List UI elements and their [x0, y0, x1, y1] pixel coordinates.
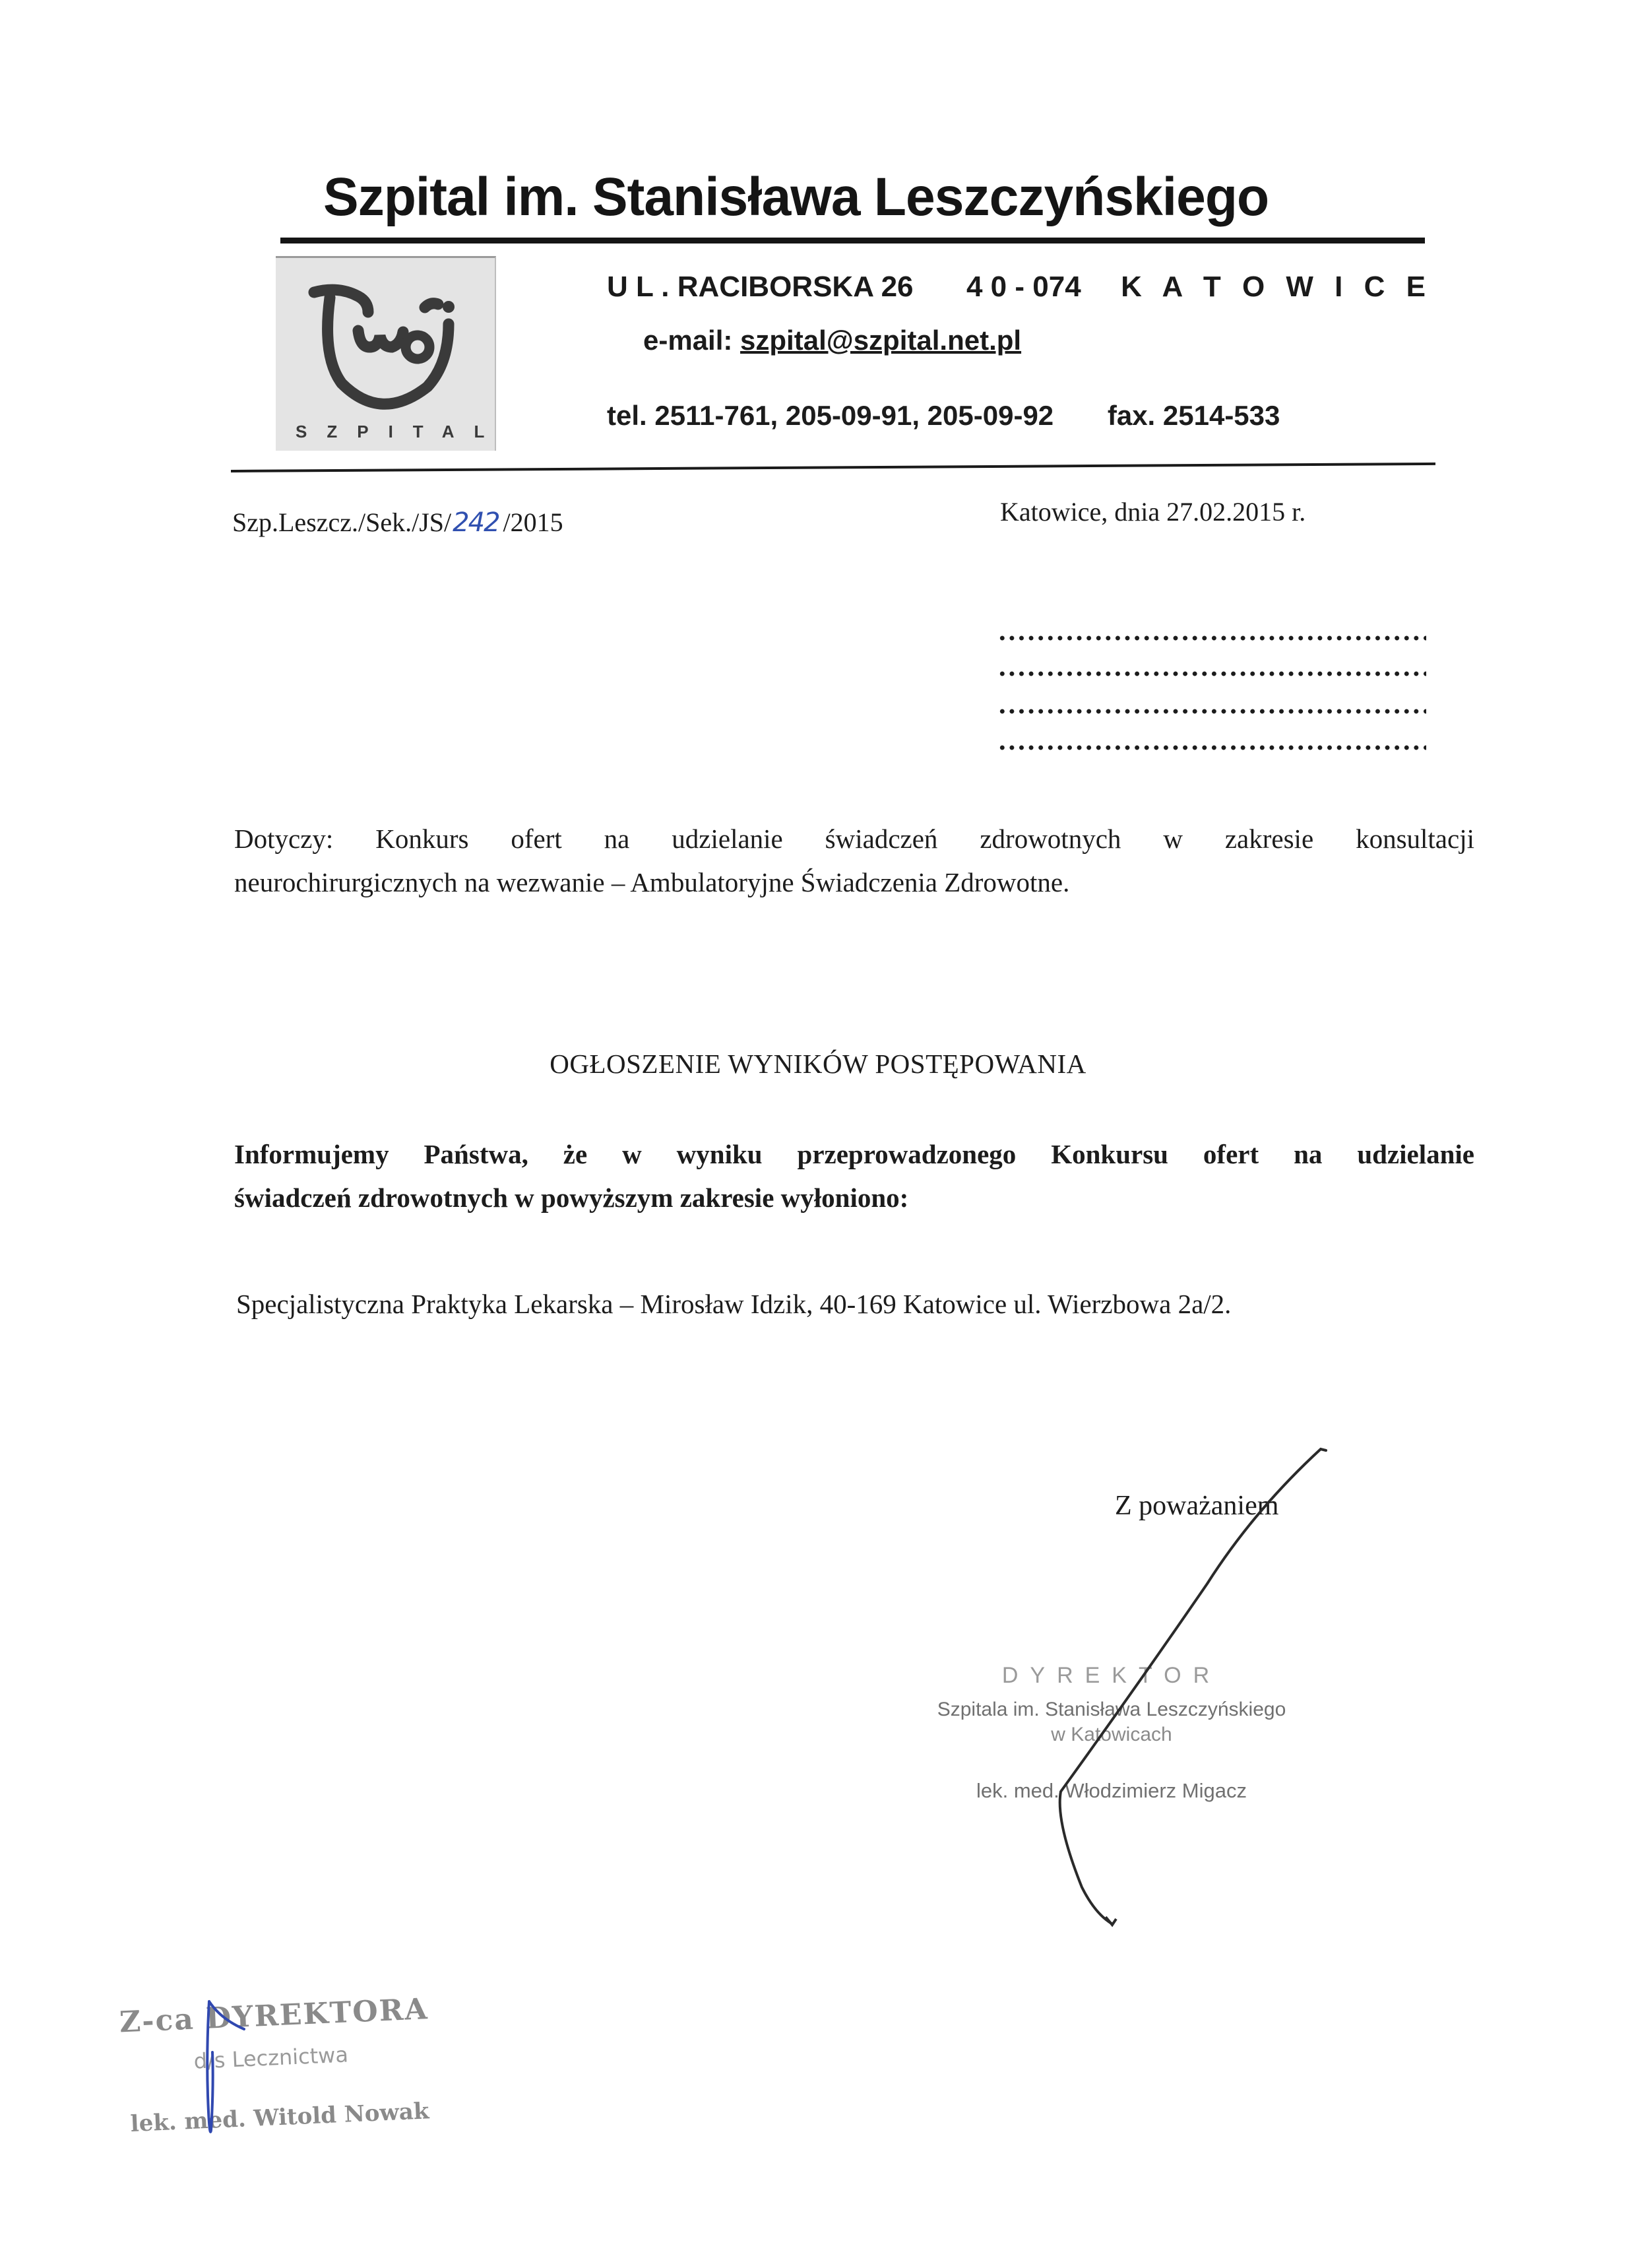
hospital-name-title: Szpital im. Stanisława Leszczyńskiego	[323, 167, 1269, 227]
recipient-line-2	[997, 670, 1426, 677]
reference-prefix: Szp.Leszcz./Sek./JS/	[232, 507, 452, 537]
email-line	[643, 325, 1021, 356]
dotted-line	[997, 670, 1426, 677]
hospital-logo	[276, 256, 505, 451]
deputy-director-stamp	[112, 1990, 487, 2138]
dotted-line	[997, 744, 1426, 751]
contact-line	[607, 400, 1280, 432]
deputy-stamp-dept: d/s Lecznictwa	[193, 2042, 349, 2074]
director-stamp-name: lek. med. Włodzimierz Migacz	[976, 1779, 1247, 1802]
deputy-stamp-name: lek. med. Witold Nowak	[129, 2098, 430, 2137]
email-label: e-mail:	[643, 325, 733, 356]
reference-suffix: /2015	[503, 507, 563, 537]
subject-line-2: neurochirurgicznych na wezwanie – Ambulatoryjne Świadczenia Zdrowotne.	[234, 867, 1070, 897]
address-city: K A T O W I C E	[1121, 271, 1432, 303]
address-postal: 4 0 - 074	[966, 271, 1081, 303]
info-line-1: Informujemy Państwa, że w wyniku przeprowadzonego Konkursu ofert na udzielanie	[234, 1139, 1474, 1169]
address-street: U L . RACIBORSKA 26	[607, 271, 914, 303]
deputy-stamp-title: Z-ca DYREKTORA	[118, 1992, 429, 2040]
email-link[interactable]: szpital@szpital.net.pl	[740, 325, 1022, 356]
title-underline	[280, 238, 1425, 243]
info-paragraph	[234, 1132, 1474, 1219]
logo-caption: SZPITAL	[296, 422, 505, 441]
recipient-line-4	[997, 744, 1426, 751]
subject-paragraph	[234, 817, 1474, 904]
director-stamp-city: w Katowicach	[1051, 1724, 1172, 1745]
closing-salutation: Z poważaniem	[1115, 1491, 1279, 1521]
subject-line-1: Dotyczy: Konkurs ofert na udzielanie świadczeń zdrowotnych w zakresie konsultacji	[234, 824, 1474, 854]
telephone-numbers: tel. 2511-761, 205-09-91, 205-09-92	[607, 400, 1054, 431]
document-date: Katowice, dnia 27.02.2015 r.	[1000, 497, 1306, 527]
director-stamp-org: Szpitala im. Stanisława Leszczyńskiego	[937, 1699, 1286, 1720]
announcement-heading: OGŁOSZENIE WYNIKÓW POSTĘPOWANIA	[550, 1049, 1086, 1079]
selected-provider: Specjalistyczna Praktyka Lekarska – Mirosław Idzik, 40-169 Katowice ul. Wierzbowa 2a/2.	[236, 1289, 1232, 1319]
dotted-line	[997, 708, 1426, 715]
dotted-line	[997, 635, 1426, 641]
header-divider	[231, 463, 1435, 472]
reference-number	[232, 507, 563, 538]
handwritten-number: 242	[453, 507, 499, 538]
info-line-2: świadczeń zdrowotnych w powyższym zakresie wyłoniono:	[234, 1183, 909, 1213]
address-line	[607, 271, 1432, 304]
recipient-line-3	[997, 708, 1426, 715]
fax-number: fax. 2514-533	[1107, 400, 1280, 431]
recipient-line-1	[997, 635, 1426, 641]
director-stamp-title: DYREKTOR	[1001, 1663, 1222, 1688]
